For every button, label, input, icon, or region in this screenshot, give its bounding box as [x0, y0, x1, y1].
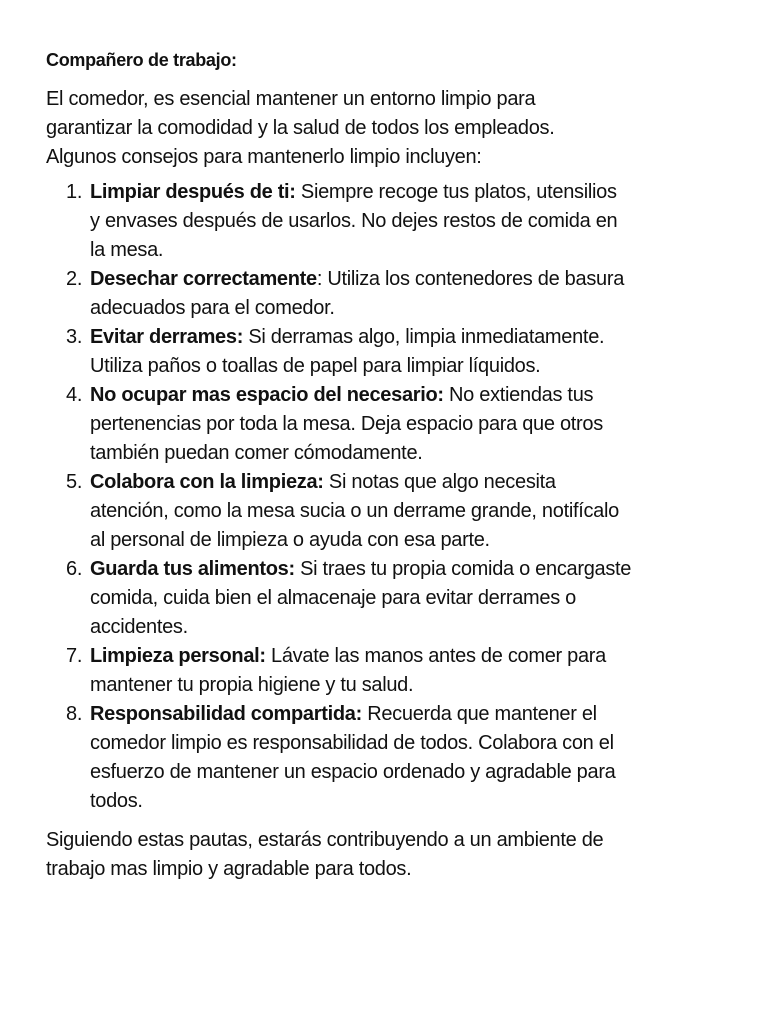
tips-list — [46, 178, 746, 816]
tip-text: y envases después de usarlos. No dejes restos de comida en — [90, 210, 618, 232]
tip-item-3 — [46, 323, 746, 381]
tip-item-1 — [46, 178, 746, 265]
tip-number: 5. — [66, 471, 83, 493]
tip-heading: Guarda tus alimentos: — [90, 558, 295, 580]
tip-heading: Limpieza personal: — [90, 645, 266, 667]
tip-text: accidentes. — [90, 616, 188, 638]
closing-paragraph — [46, 826, 746, 884]
tip-heading: Desechar correctamente — [90, 268, 317, 290]
tip-number: 8. — [66, 703, 83, 725]
tip-text: comedor limpio es responsabilidad de todos. Colabora con el — [90, 732, 614, 754]
tip-number: 3. — [66, 326, 83, 348]
tip-text: Recuerda que mantener el — [361, 703, 597, 725]
tip-text: esfuerzo de mantener un espacio ordenado y agradable para — [90, 761, 616, 783]
tip-item-5 — [46, 468, 746, 555]
intro-line: Algunos consejos para mantenerlo limpio incluyen: — [46, 146, 482, 168]
tip-number: 7. — [66, 645, 83, 667]
tip-item-7 — [46, 642, 746, 700]
tip-text: Lávate las manos antes de comer para — [265, 645, 606, 667]
tip-number: 1. — [66, 181, 83, 203]
tip-heading: Colabora con la limpieza: — [90, 471, 324, 493]
tip-text: Utiliza paños o toallas de papel para limpiar líquidos. — [90, 355, 541, 377]
tip-text: Si notas que algo necesita — [323, 471, 556, 493]
tip-heading: Responsabilidad compartida: — [90, 703, 362, 725]
closing-line: trabajo mas limpio y agradable para todos. — [46, 858, 412, 880]
tip-text: atención, como la mesa sucia o un derrame grande, notifícalo — [90, 500, 619, 522]
tip-text: la mesa. — [90, 239, 164, 261]
tip-number: 2. — [66, 268, 83, 290]
tip-heading: Evitar derrames: — [90, 326, 244, 348]
tip-item-4 — [46, 381, 746, 468]
tip-text: Si traes tu propia comida o encargaste — [294, 558, 632, 580]
tip-number: 4. — [66, 384, 83, 406]
tip-text: adecuados para el comedor. — [90, 297, 335, 319]
tip-text: también puedan comer cómodamente. — [90, 442, 423, 464]
tip-text: Siempre recoge tus platos, utensilios — [295, 181, 617, 203]
tip-heading: No ocupar mas espacio del necesario: — [90, 384, 444, 406]
tip-text: Si derramas algo, limpia inmediatamente. — [243, 326, 605, 348]
tip-text: pertenencias por toda la mesa. Deja espacio para que otros — [90, 413, 603, 435]
document-title: Compañero de trabajo: — [46, 50, 237, 70]
document-page — [46, 46, 746, 884]
tip-text: comida, cuida bien el almacenaje para evitar derrames o — [90, 587, 576, 609]
tip-item-8 — [46, 700, 746, 816]
tip-text: No extiendas tus — [443, 384, 594, 406]
tip-item-6 — [46, 555, 746, 642]
tip-text: al personal de limpieza o ayuda con esa parte. — [90, 529, 490, 551]
intro-line: El comedor, es esencial mantener un entorno limpio para — [46, 88, 536, 110]
tip-heading: Limpiar después de ti: — [90, 181, 296, 203]
tip-item-2 — [46, 265, 746, 323]
tip-text: mantener tu propia higiene y tu salud. — [90, 674, 414, 696]
tip-text: : Utiliza los contenedores de basura — [316, 268, 625, 290]
intro-line: garantizar la comodidad y la salud de todos los empleados. — [46, 117, 555, 139]
tip-text: todos. — [90, 790, 143, 812]
closing-line: Siguiendo estas pautas, estarás contribuyendo a un ambiente de — [46, 829, 604, 851]
tip-number: 6. — [66, 558, 83, 580]
intro-paragraph — [46, 85, 746, 172]
